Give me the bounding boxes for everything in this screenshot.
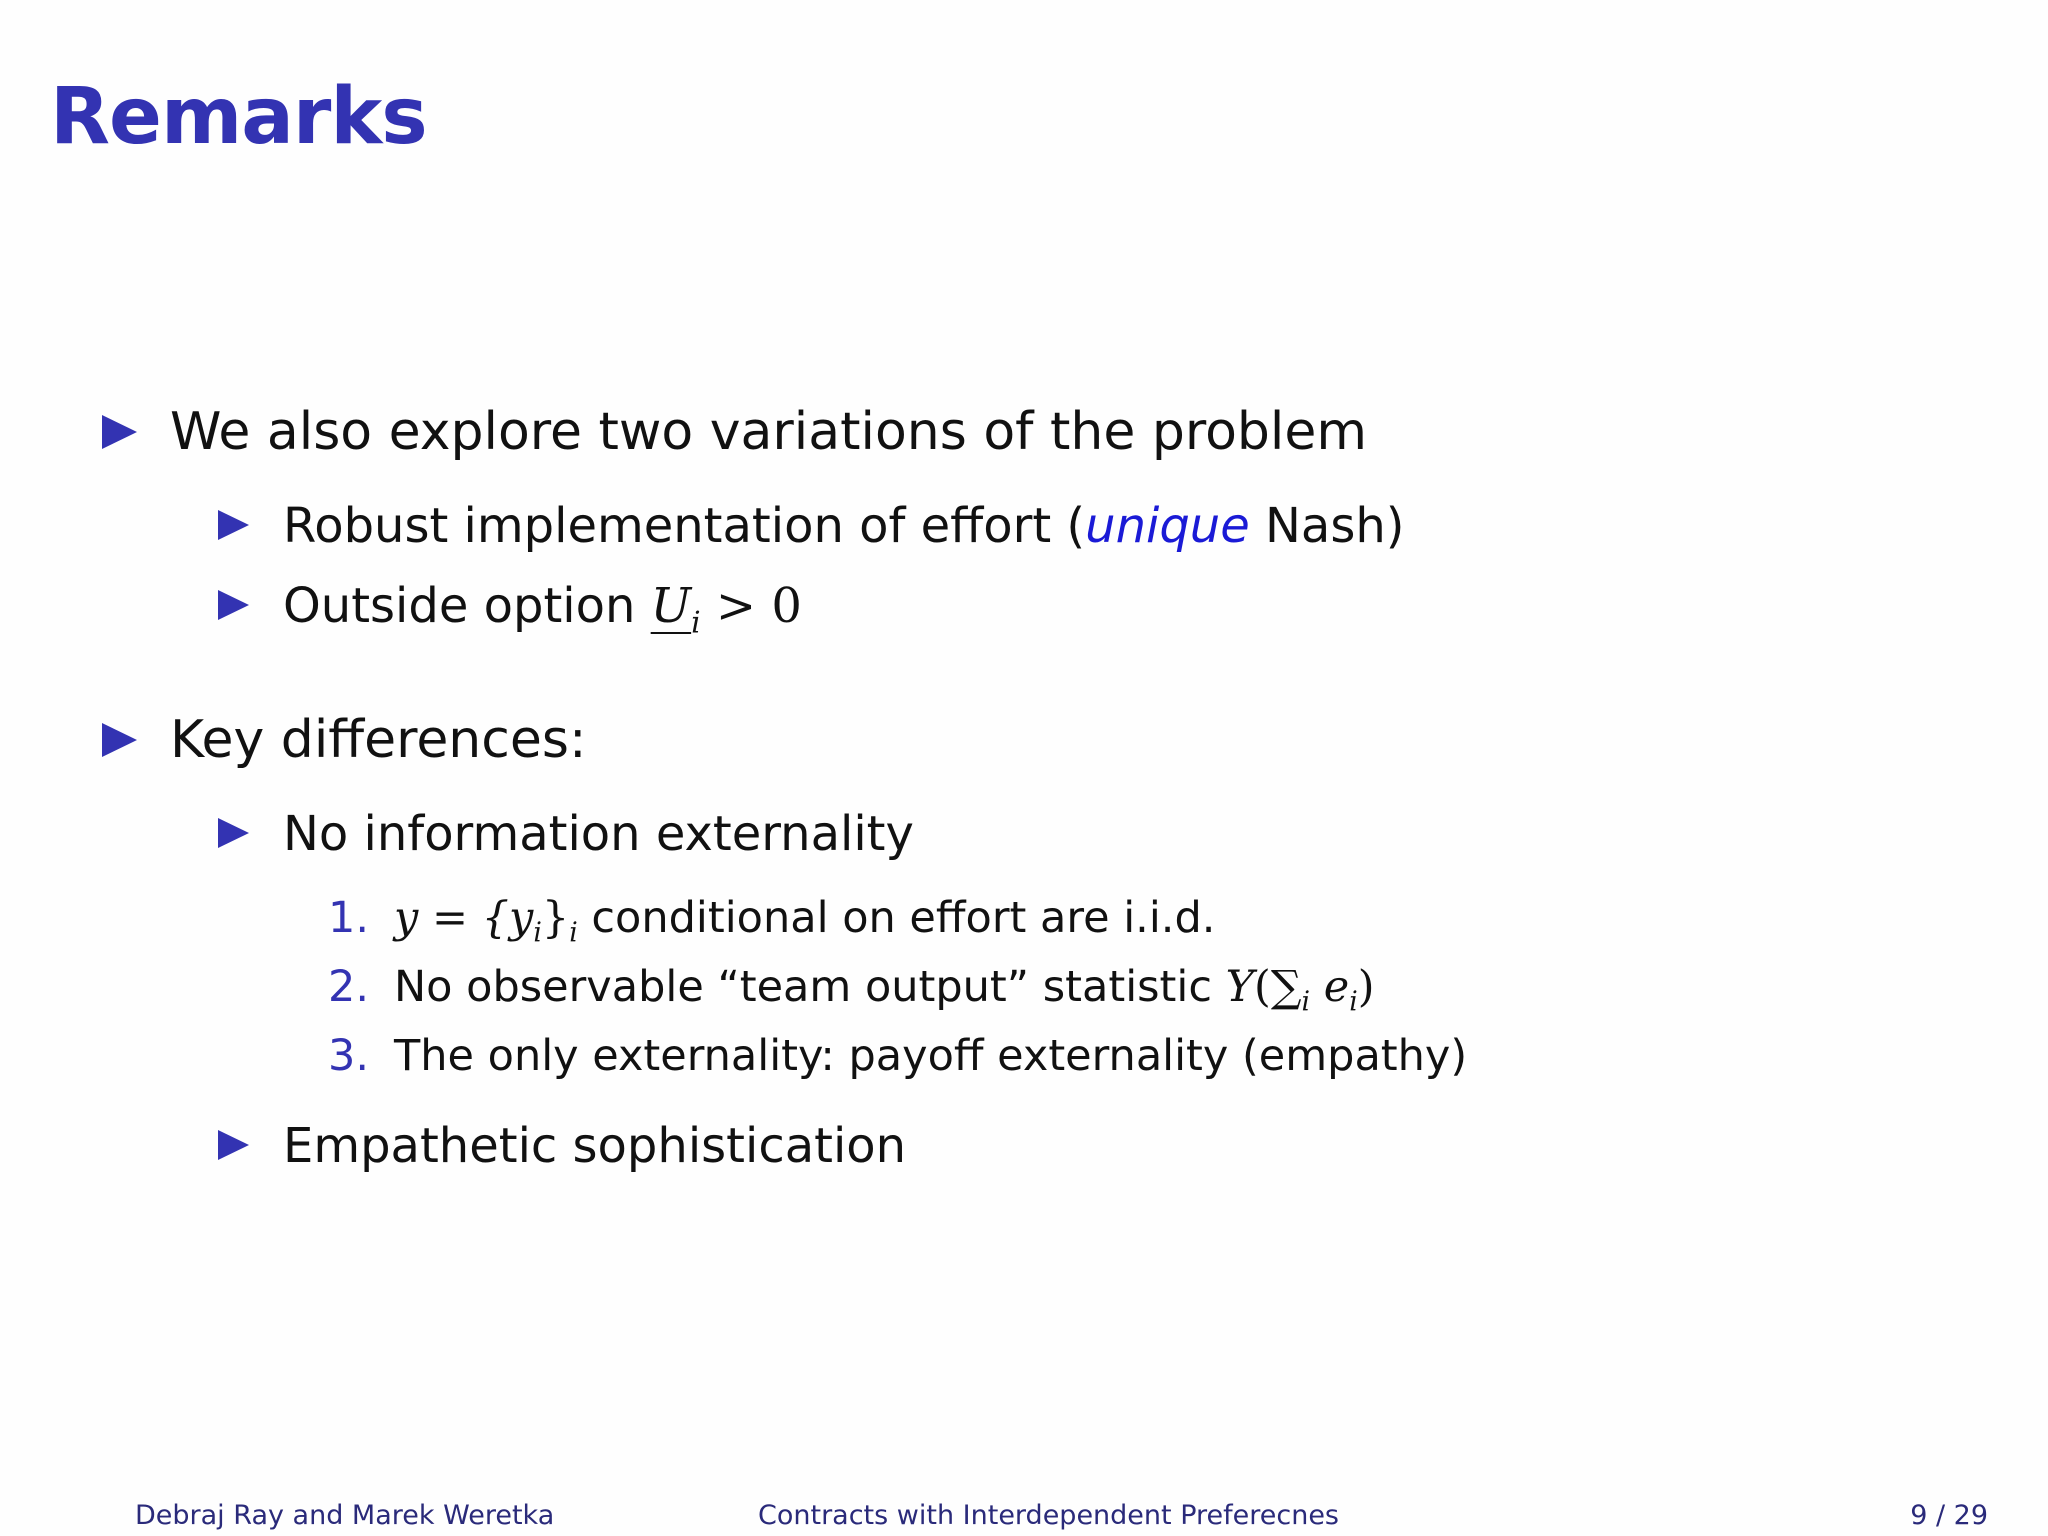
enum-item-iid: [394, 893, 1216, 949]
sub-bullet-empathetic: Empathetic sophistication: [283, 1118, 907, 1174]
math-Y: Y: [1225, 962, 1255, 1012]
math-close-brace: }: [541, 893, 570, 943]
sub-bullet-triangle-icon: [218, 590, 249, 620]
robust-text-pre: Robust implementation of effort (: [283, 498, 1086, 554]
math-y: y: [394, 893, 419, 943]
bullet-triangle-icon: [102, 723, 137, 757]
sub-bullet-outside-option: [283, 578, 802, 641]
math-sub-i: i: [1301, 986, 1311, 1018]
sub-bullet-robust: [283, 498, 1405, 554]
team-output-text: No observable “team output” statistic: [394, 962, 1226, 1012]
math-close-paren: ): [1357, 962, 1375, 1012]
math-eq-set: = {y: [418, 893, 534, 943]
enum-number: 3.: [328, 1031, 370, 1081]
math-sub-i: i: [533, 917, 542, 949]
outside-option-text: Outside option: [283, 578, 651, 634]
enum-item-payoff: The only externality: payoff externality (empathy): [394, 1031, 1468, 1081]
iid-text: conditional on effort are i.i.d.: [577, 893, 1216, 943]
bullet-variations: We also explore two variations of the problem: [170, 402, 1368, 462]
footer-page-number: 9 / 29: [1910, 1500, 1988, 1531]
math-U: U: [650, 578, 692, 634]
math-sum: (∑: [1254, 962, 1302, 1012]
math-e: e: [1310, 962, 1350, 1012]
footer-authors: Debraj Ray and Marek Weretka: [135, 1500, 555, 1531]
slide-title: Remarks: [50, 72, 427, 162]
sub-bullet-triangle-icon: [218, 1130, 249, 1160]
emph-unique: unique: [1085, 498, 1250, 554]
bullet-triangle-icon: [102, 415, 137, 449]
math-sub-i: i: [691, 605, 701, 641]
sub-bullet-triangle-icon: [218, 510, 249, 540]
bullet-key-differences: Key differences:: [170, 710, 587, 770]
footer-talk-title: Contracts with Interdependent Preferecnes: [758, 1500, 1340, 1531]
math-sub-i: i: [1349, 986, 1358, 1018]
robust-text-post: Nash): [1249, 498, 1405, 554]
sub-bullet-no-info: No information externality: [283, 806, 914, 862]
sub-bullet-triangle-icon: [218, 818, 249, 848]
enum-number: 2.: [328, 962, 370, 1012]
enum-number: 1.: [328, 893, 370, 943]
math-sub-i: i: [569, 917, 578, 949]
math-gt-zero: > 0: [700, 578, 802, 634]
enum-item-team-output: [394, 962, 1375, 1018]
